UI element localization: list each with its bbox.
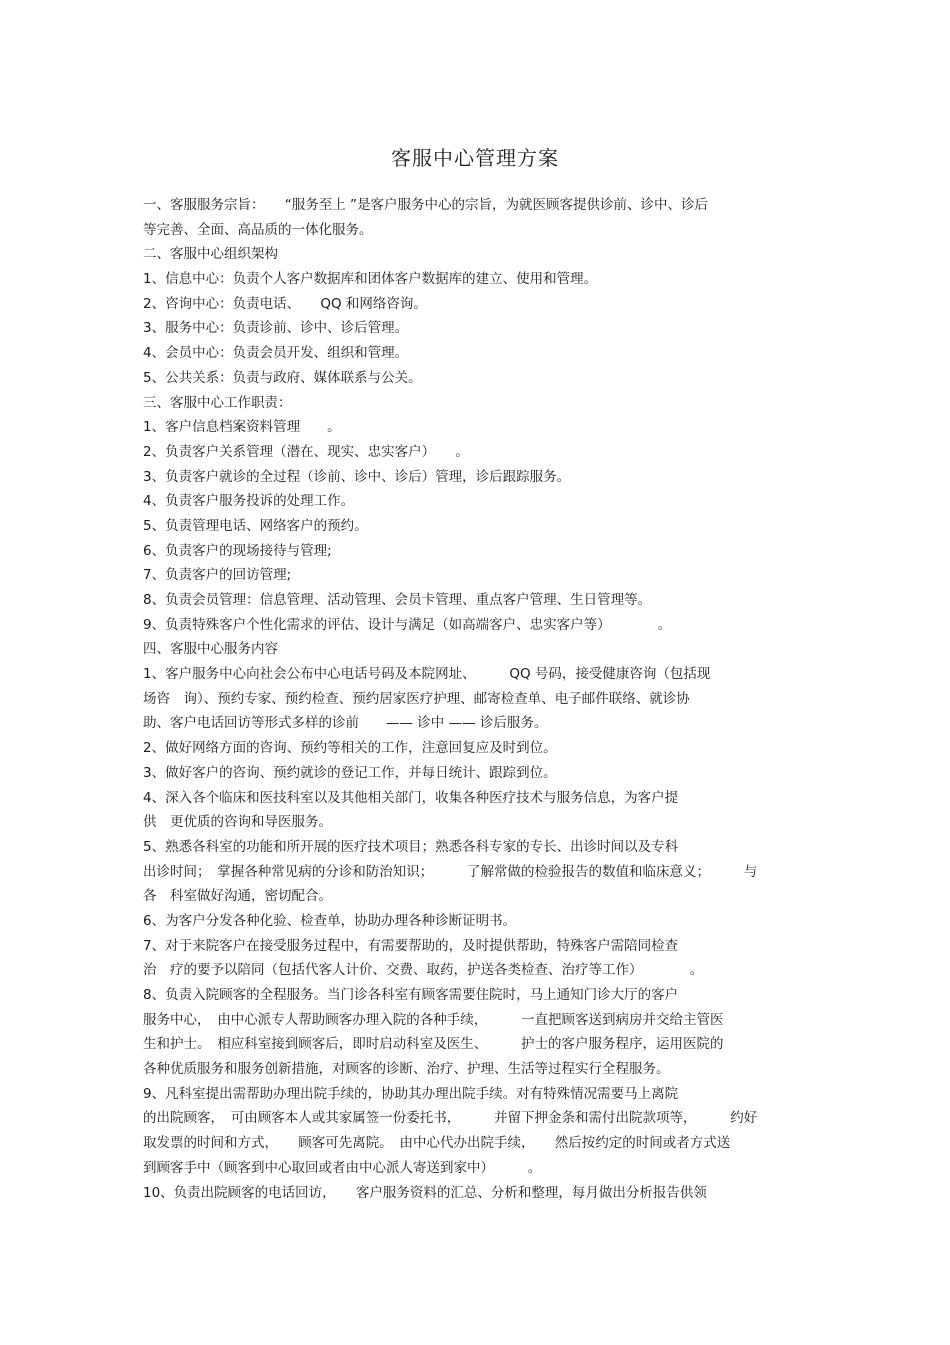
- text-line: 5、公共关系：负责与政府、媒体联系与公关。: [143, 369, 422, 386]
- text-line: 各 科室做好沟通，密切配合。: [143, 888, 332, 905]
- text-line: 4、负责客户服务投诉的处理工作。: [143, 493, 355, 510]
- text-line: 2、咨询中心：负责电话、 QQ 和网络咨询。: [143, 295, 427, 312]
- text-line: 8、负责会员管理：信息管理、活动管理、会员卡管理、重点客户管理、生日管理等。: [143, 592, 652, 608]
- text-line: 7、负责客户的回访管理;: [143, 567, 292, 584]
- text-line: 1、信息中心：负责个人客户数据库和团体客户数据库的建立、使用和管理。: [143, 271, 598, 288]
- text-line: 9、凡科室提出需帮助办理出院手续的，协助其办理出院手续。对有特殊情况需要马上离院: [143, 1085, 679, 1102]
- text-line: 6、为客户分发各种化验、检查单，协助办理各种诊断证明书。: [143, 912, 517, 929]
- text-line: 出诊时间； 掌握各种常见病的分诊和防治知识； 了解常做的检验报告的数值和临床意义； 与: [143, 863, 758, 880]
- text-line: 的出院顾客， 可由顾客本人或其家属签一份委托书， 并留下押金条和需付出院款项等， 约好: [143, 1110, 758, 1127]
- text-line: 10、负责出院顾客的电话回访， 客户服务资料的汇总、分析和整理，每月做出分析报告供领: [143, 1184, 707, 1201]
- text-line: 3、做好客户的咨询、预约就诊的登记工作，并每日统计、跟踪到位。: [143, 764, 557, 781]
- text-line: 4、深入各个临床和医技科室以及其他相关部门，收集各种医疗技术与服务信息，为客户提: [143, 789, 679, 806]
- text-line: 1、客户服务中心向社会公布中心电话号码及本院网址、 QQ 号码，接受健康咨询（包括现: [143, 666, 711, 683]
- text-line: 到顾客手中（顾客到中心取回或者由中心派人寄送到家中） 。: [143, 1159, 542, 1176]
- text-line: 服务中心， 由中心派专人帮助顾客办理入院的各种手续， 一直把顾客送到病房并交给主管医: [143, 1011, 724, 1028]
- text-line: 等完善、全面、高品质的一体化服务。: [143, 221, 373, 238]
- text-line: 6、负责客户的现场接待与管理;: [143, 542, 332, 559]
- text-line: 各种优质服务和服务创新措施，对顾客的诊断、治疗、护理、生活等过程实行全程服务。: [143, 1061, 670, 1078]
- text-line: 3、服务中心：负责诊前、诊中、诊后管理。: [143, 320, 409, 337]
- text-line: 2、负责客户关系管理（潜在、现实、忠实客户） 。: [143, 443, 469, 460]
- text-line: 1、客户信息档案资料管理 。: [143, 419, 341, 436]
- text-line: 5、熟悉各科室的功能和所开展的医疗技术项目；熟悉各科专家的专长、出诊时间以及专科: [143, 838, 679, 855]
- text-line: 5、负责管理电话、网络客户的预约。: [143, 517, 368, 534]
- document-body: [143, 193, 823, 1205]
- text-line: 二、客服中心组织架构: [143, 246, 278, 263]
- text-line: 2、做好网络方面的咨询、预约等相关的工作，注意回复应及时到位。: [143, 740, 557, 757]
- text-line: 助、客户电话回访等形式多样的诊前 —— 诊中 —— 诊后服务。: [143, 715, 548, 732]
- text-line: 四、客服中心服务内容: [143, 641, 278, 658]
- text-line: 7、对于来院客户在接受服务过程中，有需要帮助的，及时提供帮助，特殊客户需陪同检查: [143, 937, 679, 954]
- text-line: 治 疗的要予以陪同（包括代客人计价、交费、取药，护送各类检查、治疗等工作） 。: [143, 962, 704, 979]
- text-line: 供 更优质的咨询和导医服务。: [143, 814, 332, 831]
- text-line: 一、客服服务宗旨： “服务至上 ”是客户服务中心的宗旨，为就医顾客提供诊前、诊中、诊后: [143, 197, 709, 213]
- text-line: 8、负责入院顾客的全程服务。当门诊各科室有顾客需要住院时，马上通知门诊大厅的客户: [143, 987, 679, 1003]
- text-line: 9、负责特殊客户个性化需求的评估、设计与满足（如高端客户、忠实客户等） 。: [143, 616, 672, 633]
- text-line: 生和护士。 相应科室接到顾客后，即时启动科室及医生、 护士的客户服务程序，运用医院的: [143, 1036, 724, 1053]
- text-line: 3、负责客户就诊的全过程（诊前、诊中、诊后）管理，诊后跟踪服务。: [143, 468, 571, 485]
- text-line: 取发票的时间和方式， 顾客可先离院。 由中心代办出院手续， 然后按约定的时间或者方式送: [143, 1135, 731, 1152]
- page-title: 客服中心管理方案: [391, 146, 559, 170]
- text-line: 三、客服中心工作职责：: [143, 394, 292, 411]
- text-line: 4、会员中心：负责会员开发、组织和管理。: [143, 345, 409, 362]
- text-line: 场咨 询）、预约专家、预约检查、预约居家医疗护理、邮寄检查单、电子邮件联络、就诊协: [143, 690, 690, 707]
